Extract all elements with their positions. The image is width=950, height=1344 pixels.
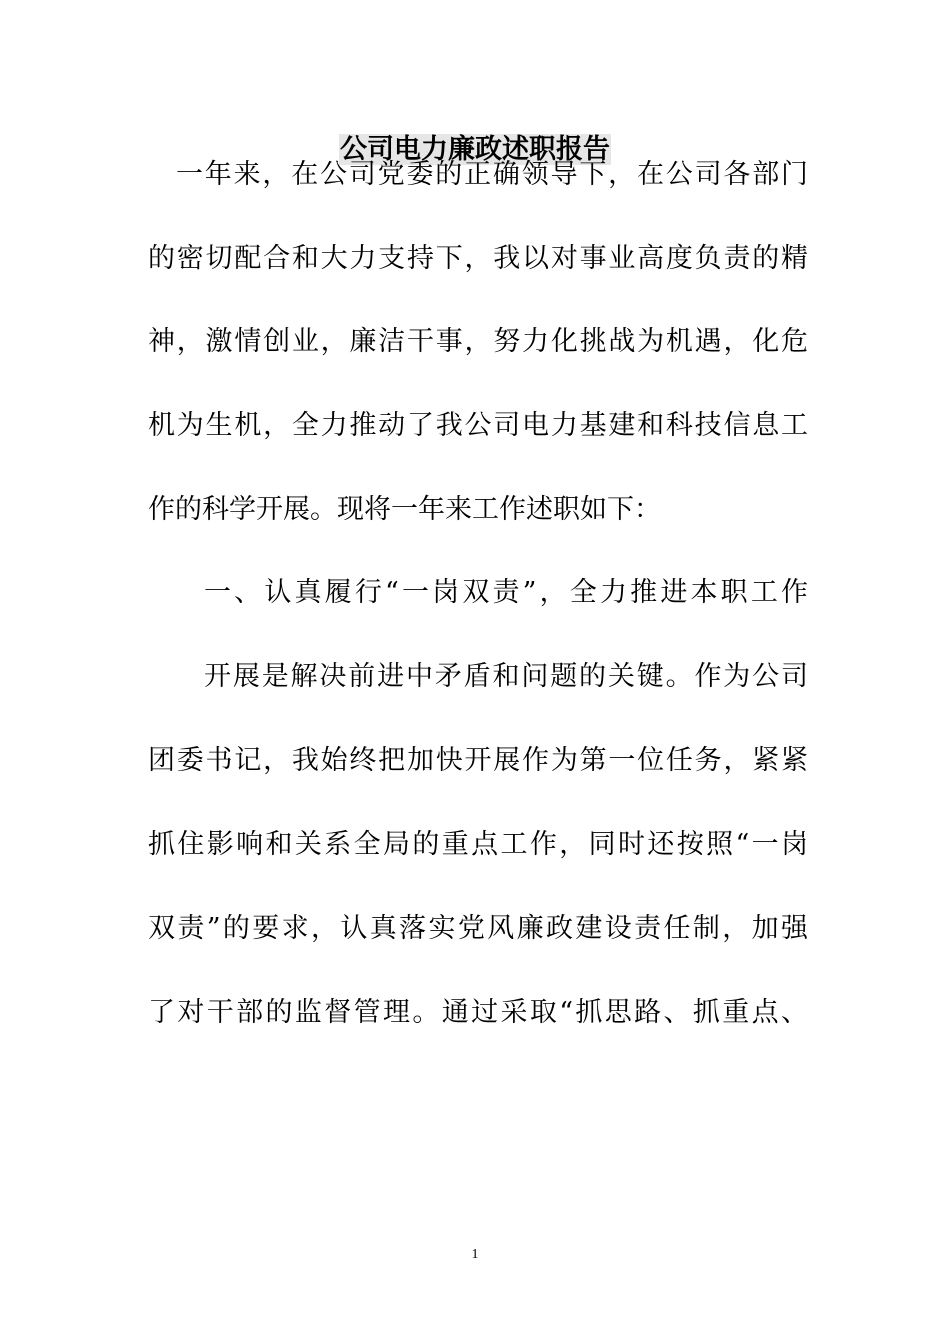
body-line-5: 作的科学开展。现将一年来工作述职如下： bbox=[148, 494, 661, 525]
body-line-10: 双责”的要求，认真落实党风廉政建设责任制，加强 bbox=[148, 913, 808, 944]
body-line-4: 机为生机，全力推动了我公司电力基建和科技信息工 bbox=[148, 410, 808, 441]
body-line-9: 抓住影响和关系全局的重点工作，同时还按照“一岗 bbox=[148, 829, 808, 860]
body-line-8: 团委书记，我始终把加快开展作为第一位任务，紧紧 bbox=[148, 745, 808, 776]
page-number: 1 bbox=[471, 1247, 479, 1262]
section-heading-1: 一、认真履行“一岗双责”，全力推进本职工作 bbox=[204, 577, 808, 608]
document-title-text: 公司电力廉政述职报告 bbox=[340, 134, 610, 165]
body-line-11: 了对干部的监督管理。通过采取“抓思路、抓重点、 bbox=[148, 997, 808, 1028]
body-line-3: 神，激情创业，廉洁干事，努力化挑战为机遇，化危 bbox=[148, 326, 808, 357]
body-line-7: 开展是解决前进中矛盾和问题的关键。作为公司 bbox=[204, 661, 808, 692]
body-line-1: 一年来，在公司党委的正确领导下，在公司各部门 bbox=[176, 159, 808, 190]
body-line-2: 的密切配合和大力支持下，我以对事业高度负责的精 bbox=[148, 243, 808, 274]
